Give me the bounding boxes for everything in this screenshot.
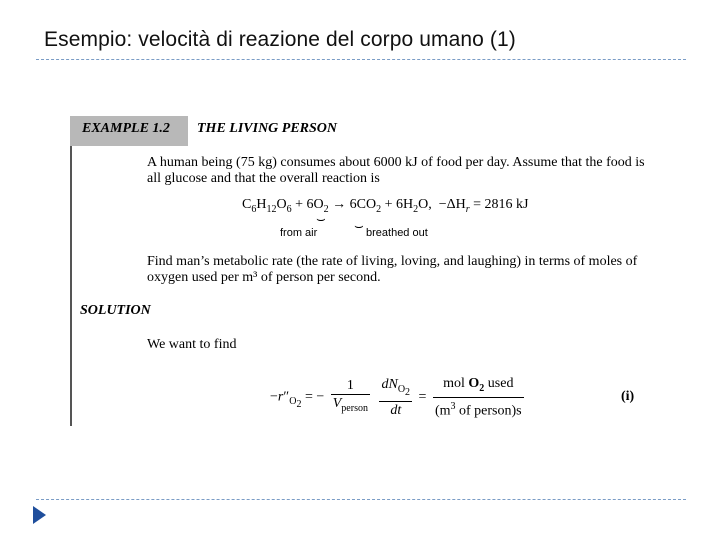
equation-number: (i) [621,389,635,404]
question-statement: Find man’s metabolic rate (the rate of living, loving, and laughing) in terms of moles of oxygen used per m³ of person per second. [147,254,638,285]
brace-from-air: ⌣ [316,212,326,228]
note-breathed-out: breathed out [366,227,428,239]
problem-statement: A human being (75 kg) consumes about 6000 kJ of food per day. Assume that the food is all glucose and that the overall reaction is [147,155,645,186]
example-label: EXAMPLE 1.2 [82,121,170,136]
next-slide-arrow-icon[interactable] [33,506,46,524]
reaction-equation: $C_6H_{12}O_6 + 6O_2 \to 6CO_2 + 6H_2O$, $-\Delta H_r = 2816$ kJ [242,197,529,215]
textbook-excerpt [70,110,650,430]
rate-equation: $-r''_{O_2}$ = − $\frac{1}{V_{person}}$ $\frac{dN_{O_2}}{dt}$ = $\frac{mol O_2 used}{(m^3 of person)s}$ [270,376,522,419]
fraction-one-over-volume: $\frac{1}{V_{person}}$ [332,378,368,415]
title-divider [36,59,686,60]
brace-breathed-out: ⌣ [354,219,364,235]
fraction-units: $\frac{mol O_2 used}{(m^3 of person)s}$ [434,376,522,419]
footer-divider [36,499,686,500]
example-title: THE LIVING PERSON [197,121,338,136]
excerpt-left-rule [70,116,72,426]
slide-title: Esempio: velocità di reazione del corpo umano (1) [44,28,516,51]
note-from-air: from air [280,227,318,239]
solution-heading: SOLUTION [80,303,151,318]
fraction-dN-dt: $\frac{dN_{O_2}}{dt}$ [381,376,411,418]
we-want-text: We want to find [147,337,237,352]
